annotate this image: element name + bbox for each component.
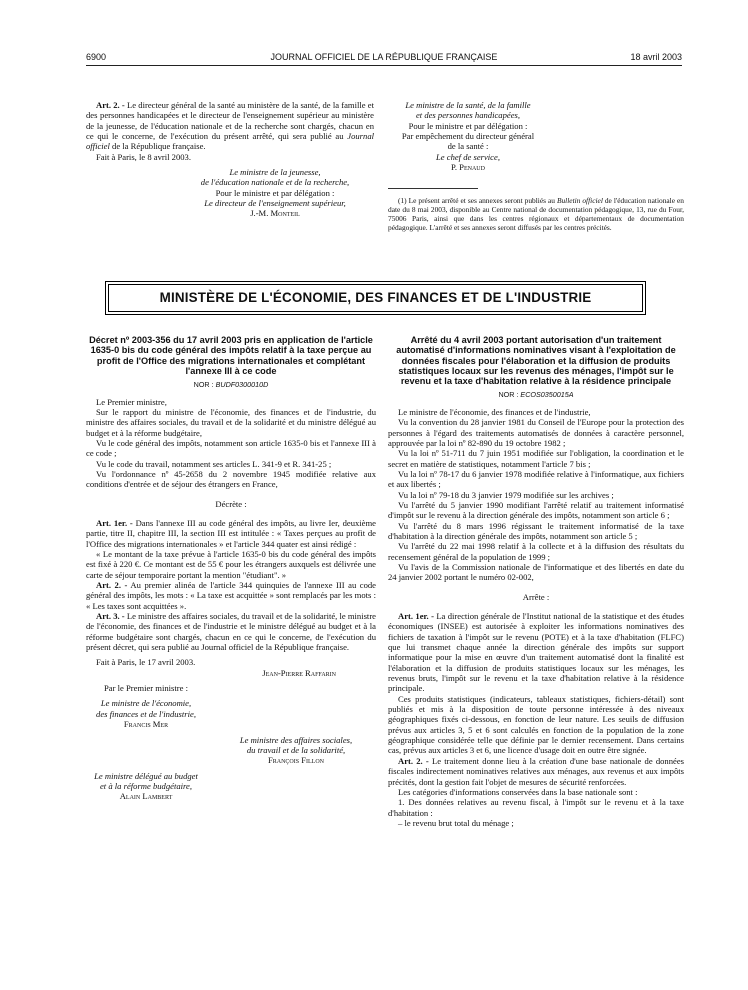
decrete-heading: Décrète :: [215, 498, 247, 509]
signatory-name: François Fillon: [267, 755, 325, 766]
signatory-name: Alain Lambert: [119, 791, 173, 802]
top-right-column: Le ministre de la santé, de la famille et des personnes handicapées, Pour le ministre et par délégation : Par empêchement du directeur général de la santé : Le chef de service, P. Penaud: [388, 100, 684, 172]
journal-title: JOURNAL OFFICIEL DE LA RÉPUBLIQUE FRANÇAISE: [270, 52, 498, 62]
decree-title: Décret nº 2003-356 du 17 avril 2003 pris en application de l'article 1635-0 bis du code général des impôts relatif à la taxe perçue au profit de l'Office des migrations internationales et complétant l'annexe III à ce code: [89, 335, 373, 376]
footnote-rule: [388, 188, 478, 189]
top-left-column: Art. 2. - Le directeur général de la santé au ministère de la santé, de la famille et des personnes handicapées et le directeur de l'enseignement supérieur au ministère de la jeunesse, de l'éducation nationale et de la recherche sont chargés, chacun en ce qui le concerne, de l'exécution du présent arrêté, qui sera publié au Journal officiel de la République française. Fait à Paris, le 8 avril 2003. Le ministre de la jeunesse, de l'éducation nationale et de la recherche, Pour le ministre et par délégation : Le directeur de l'enseignement supérieur, J.-M. Monteil: [86, 100, 375, 219]
issue-date: 18 avril 2003: [630, 52, 682, 62]
ministry-banner: MINISTÈRE DE L'ÉCONOMIE, DES FINANCES ET DE L'INDUSTRIE: [108, 284, 643, 312]
signatory-name: P. Penaud: [451, 162, 485, 173]
arrete-column: Arrêté du 4 avril 2003 portant autorisation d'un traitement automatisé d'informations nominatives visant à l'exploitation de données fiscales pour l'élaboration et la diffusion de produits statistiques locaux sur les revenus des ménages, l'impôt sur le revenu et la taxe d'habitation relative à la résidence principale NOR : ECOS0350015A Le ministre de l'économie, des finances et de l'industrie, Vu la convention du 28 janvier 1981 du Conseil de l'Europe pour la protection des personnes à l'égard des traitements automatisés de données à caractère personnel, approuvée par la loi nº 82-890 du 19 octobre 1982 ; Vu la loi nº 51-711 du 7 juin 1951 modifiée sur l'obligation, la coordination et le secret en matière de statistiques, notamment l'article 7 bis ; Vu la loi nº 78-17 du 6 janvier 1978 modifiée relative à l'informatique, aux fichiers et aux libertés ; Vu la loi nº 79-18 du 3 janvier 1979 modifiée sur les archives ; Vu l'arrêté du 5 janvier 1990 modifiant l'arrêté relatif au traitement informatisé d'impôt sur le revenu à la direction générale des impôts, notamment son article 6 ; Vu l'arrêté du 8 mars 1996 régissant le traitement informatisé de la taxe d'habitation à la direction générale des impôts, notamment son article 5 ; Vu l'arrêté du 22 mai 1998 relatif à la collecte et à la diffusion des résultats du recensement général de la population de 1999 ; Vu l'avis de la Commission nationale de l'informatique et des libertés en date du 24 janvier 2002 portant le numéro 02-002, Arrête : Art. 1er. - La direction générale de l'Institut national de la statistique et des études économiques (INSEE) est autorisée à exploiter les informations nominatives des fichiers de taxation à l'impôt sur le revenu (POTE) et à la taxe d'habitation (FLFC) que lui transmet chaque année la direction générale des impôts sur support informatique pour la mise en œuvre d'un traitement automatisé dont la finalité est l'élaboration et la diffusion de produits statistiques locaux sur les ménages, les revenus bruts, l'impôt sur le revenu et la taxe d'habitation relative à la résidence principale. Ces produits statistiques (indicateurs, tableaux statistiques, fichiers-détail) sont publiés et mis à la disposition de toute personne intéressée à des niveaux géographiques fixés ci-dessous, en fonction de leur nature. Les seuils de diffusion prévus aux articles 3, 5 et 6 sont calculés en fonction de la population de la zone géographique considérée telle que définie par le dernier recensement. Dans certains cas, prévus aux articles 3 et 6, une licence d'usage doit en outre être signée. Art. 2. - Le traitement donne lieu à la création d'une base nationale de données fiscales indirectement nominatives relatives aux ménages, aux revenus et aux impôts précités, dont la gestion fait l'objet de mesures de sécurité renforcées. Les catégories d'informations conservées dans la base nationale sont : 1. Des données relatives au revenu fiscal, à l'impôt sur le revenu et à la taxe d'habitation : – le revenu brut total du ménage ;: [388, 335, 684, 828]
article-2-paragraph: Art. 2. - Le directeur général de la santé au ministère de la santé, de la famille et des personnes handicapées et le directeur de l'enseignement supérieur au ministère de la jeunesse, de l'éducation nationale et de la recherche sont chargés, chacun en ce qui le concerne, de l'exécution du présent arrêté, qui sera publié au Journal officiel de la République française.: [86, 100, 375, 152]
footnote: (1) Le présent arrêté et ses annexes seront publiés au Bulletin officiel de l'éducation nationale en date du 8 mai 2003, disponible au Centre national de documentation pédagogique, 13, rue du Four, 75006 Paris, ainsi que dans les centres régionaux et départementaux de documentation pédagogique. L'arrêté et ses annexes seront diffusés par les centres précités.: [388, 196, 684, 232]
page-number: 6900: [86, 52, 107, 62]
fait-line: Fait à Paris, le 8 avril 2003.: [96, 151, 191, 162]
nor-reference: NOR : BUDF0300010D: [193, 380, 269, 390]
article-2-paragraph: Art. 2. - Le traitement donne lieu à la création d'une base nationale de données fiscales indirectement nominatives relatives aux ménages, aux revenus et aux impôts précités, dont la gestion fait l'objet de mesures de sécurité renforcées.: [388, 755, 684, 787]
article-1-paragraph: Art. 1er. - Dans l'annexe III au code général des impôts, au livre Ier, deuxième partie, titre II, chapitre III, la section III est intitulée : « Taxes perçues au profit de l'Office des migrations internationales » et l'article 344 quater est ainsi rédigé :: [86, 517, 376, 549]
article-2-paragraph: Art. 2. - Au premier alinéa de l'article 344 quinquies de l'annexe III au code général des impôts, les mots : « La taxe est acquittée » sont remplacés par les mots : « Les taxes sont acquittées ».: [86, 580, 376, 611]
article-label: Art. 2. -: [96, 100, 125, 110]
running-header: [86, 52, 682, 64]
header-rule: [86, 65, 682, 66]
arrete-title: Arrêté du 4 avril 2003 portant autorisation d'un traitement automatisé d'informations nominatives visant à l'exploitation de données fiscales pour l'élaboration et la diffusion de produits statistiques locaux sur les revenus des ménages, l'impôt sur le revenu et la taxe d'habitation relative à la résidence principale: [396, 335, 676, 387]
article-3-paragraph: Art. 3. - Le ministre des affaires sociales, du travail et de la solidarité, le ministre de l'économie, des finances et de l'industrie et le ministre délégué au budget et à la réforme budgétaire sont chargés, chacun en ce qui le concerne, de l'exécution du présent décret, qui sera publié au Journal officiel de la République française.: [86, 611, 376, 653]
signatory-name: Francis Mer: [123, 719, 169, 730]
article-1-paragraph: Art. 1er. - La direction générale de l'Institut national de la statistique et des études économiques (INSEE) est autorisée à exploiter les informations nominatives des fichiers de taxation à l'impôt sur le revenu (POTE) et à la taxe d'habitation (FLFC) que lui transmet chaque année la direction générale des impôts sur support informatique pour la mise en œuvre d'un traitement automatisé dont la finalité est l'élaboration et la diffusion de produits statistiques locaux sur les ménages, les revenus bruts, l'impôt sur le revenu et la taxe d'habitation relative à la résidence principale.: [388, 611, 684, 694]
signatory-name: Jean-Pierre Raffarin: [262, 667, 336, 678]
signatory-name: J.-M. Monteil: [250, 208, 300, 219]
decree-column: Décret nº 2003-356 du 17 avril 2003 pris en application de l'article 1635-0 bis du code général des impôts relatif à la taxe perçue au profit de l'Office des migrations internationales et complétant l'annexe III à ce code NOR : BUDF0300010D Le Premier ministre, Sur le rapport du ministre de l'économie, des finances et de l'industrie, du ministre des affaires sociales, du travail et de la solidarité et du ministre délégué au budget et à la réforme budgétaire, Vu le code général des impôts, notamment son article 1635-0 bis et l'annexe III à ce code ; Vu le code du travail, notamment ses articles L. 341-9 et R. 341-25 ; Vu l'ordonnance nº 45-2658 du 2 novembre 1945 modifiée relative aux conditions d'entrée et de séjour des étrangers en France, Décrète : Art. 1er. - Dans l'annexe III au code général des impôts, au livre Ier, deuxième partie, titre II, chapitre III, la section III est intitulée : « Taxes perçues au profit de l'Office des migrations internationales » et l'article 344 quater est ainsi rédigé : « Le montant de la taxe prévue à l'article 1635-0 bis du code général des impôts est fixé à 220 €. Ce montant est de 55 € pour les étrangers auxquels est délivrée une carte de séjour temporaire portant la mention "étudiant". » Art. 2. - Au premier alinéa de l'article 344 quinquies de l'annexe III au code général des impôts, les mots : « La taxe est acquittée » sont remplacés par les mots : « Les taxes sont acquittées ». Art. 3. - Le ministre des affaires sociales, du travail et de la solidarité, le ministre de l'économie, des finances et de l'industrie et le ministre délégué au budget et à la réforme budgétaire sont chargés, chacun en ce qui le concerne, de l'exécution du présent décret, qui sera publié au Journal officiel de la République française. Fait à Paris, le 17 avril 2003. Jean-Pierre Raffarin Par le Premier ministre : Le ministre de l'économie, des finances et de l'industrie, Francis Mer Le ministre des affaires sociales, du travail et de la solidarité, François Fillon Le ministre délégué au budget et à la réforme budgétaire, Alain Lambert: [86, 335, 376, 802]
nor-reference: NOR : ECOS0350015A: [498, 390, 574, 400]
arrete-heading: Arrête :: [522, 591, 550, 602]
